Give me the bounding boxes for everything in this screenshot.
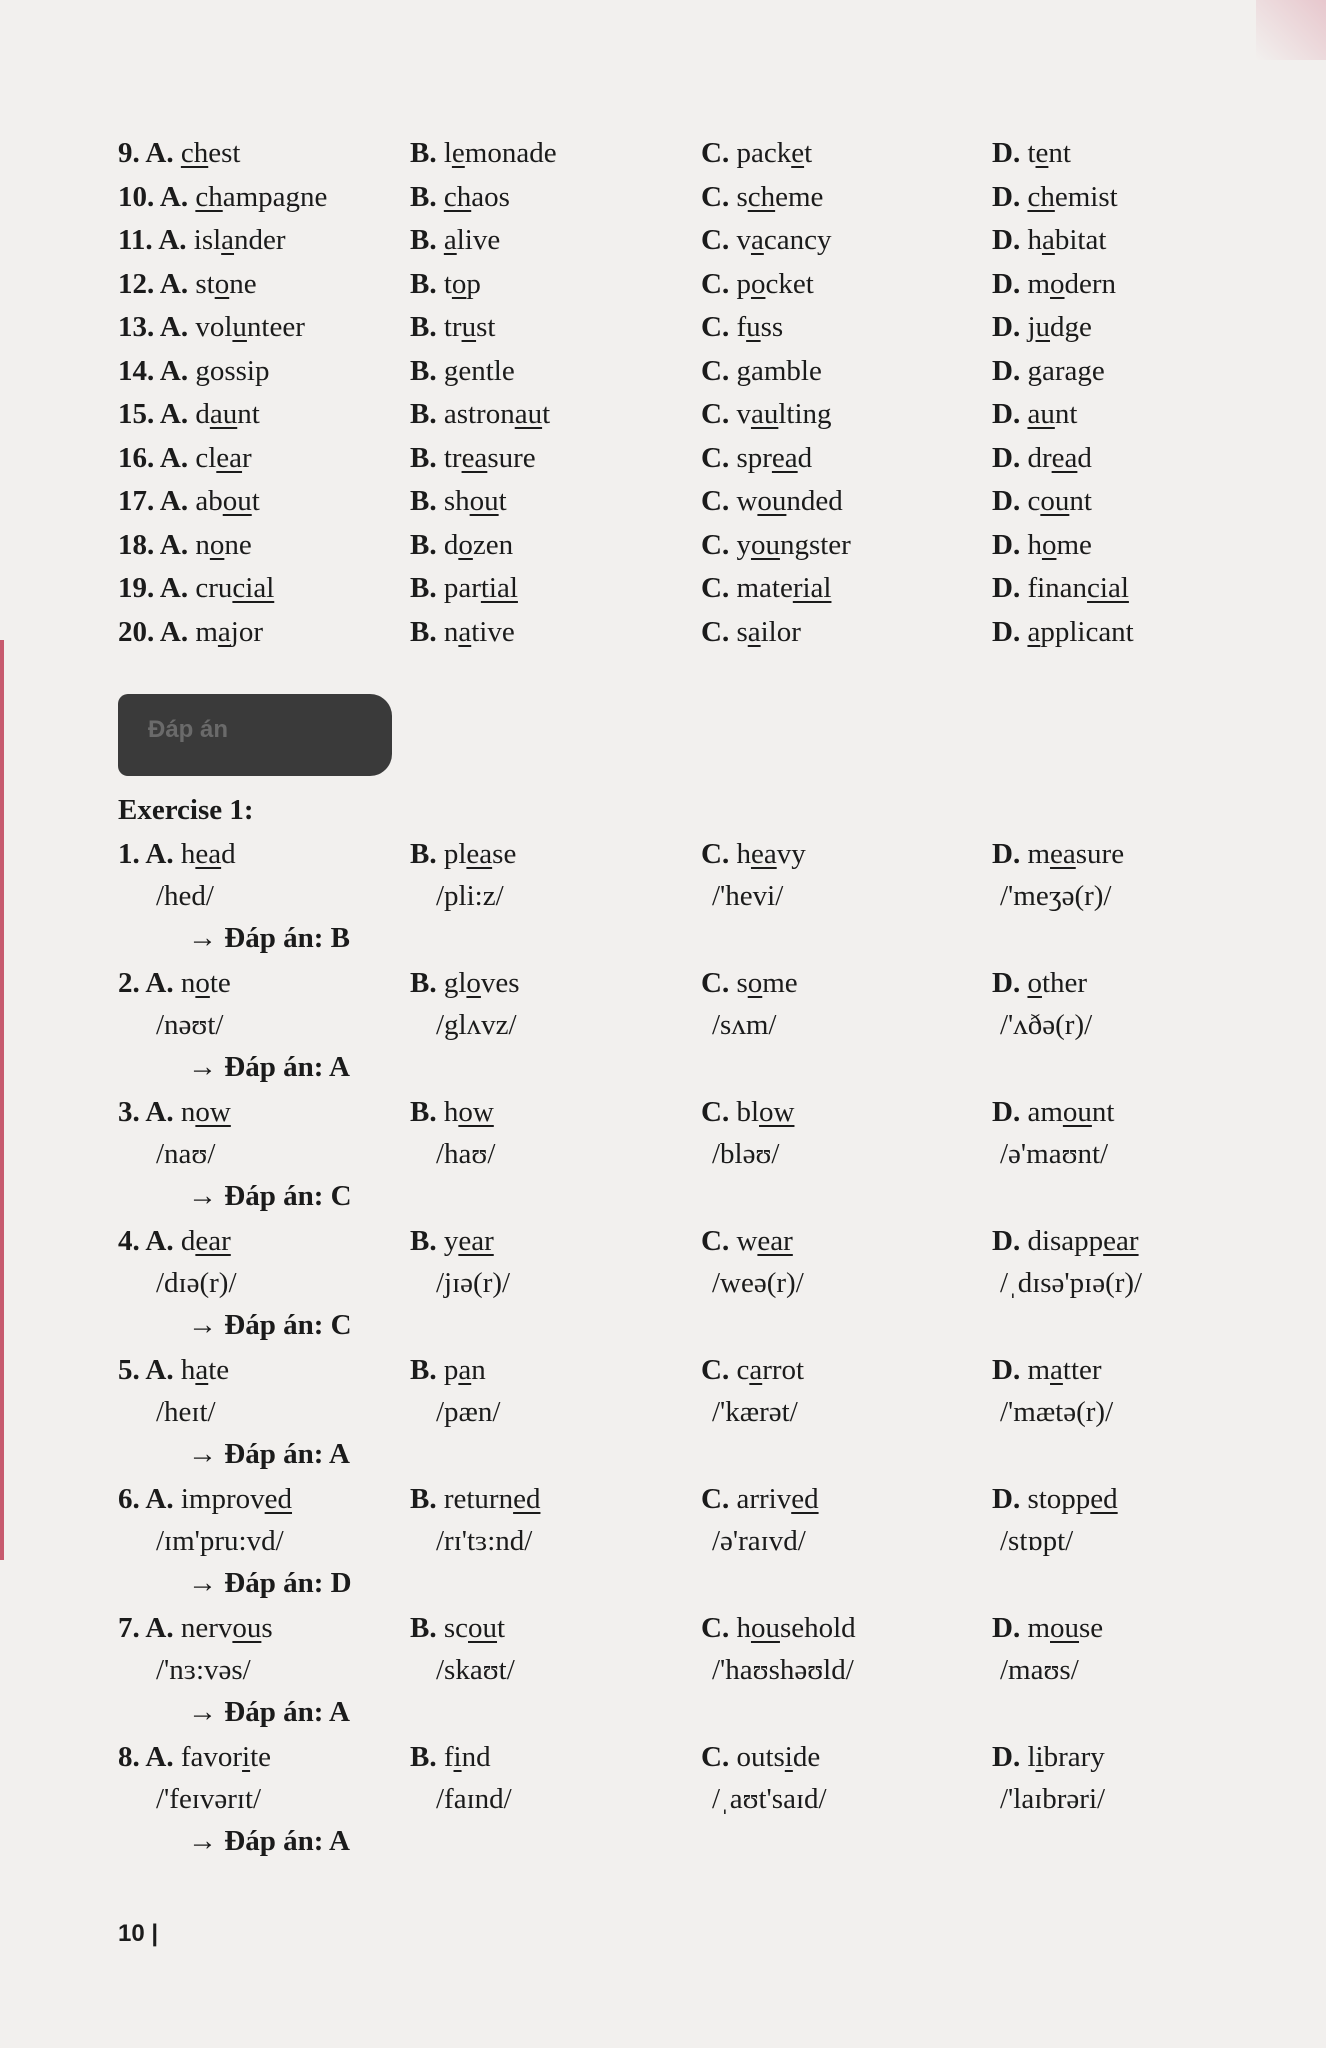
answer-option-b: B. how	[410, 1096, 494, 1128]
option-d: D. applicant	[992, 615, 1134, 648]
phonetic-a: /naʊ/	[156, 1138, 216, 1170]
question-row	[118, 393, 1198, 437]
phonetic-b: /glʌvz/	[436, 1009, 517, 1041]
option-d: D. count	[992, 485, 1092, 517]
phonetic-c: /sʌm/	[712, 1009, 777, 1041]
option-d: D. dread	[992, 441, 1092, 474]
answer-option-d: D. measure	[992, 838, 1125, 870]
answer-option-b: B. scout	[410, 1612, 506, 1644]
question-row	[118, 350, 1198, 394]
answer-item	[118, 1606, 1198, 1735]
option-c: C. spread	[701, 441, 813, 474]
phonetic-d: /'mætə(r)/	[1000, 1396, 1114, 1428]
phonetic-b: /skaʊt/	[436, 1654, 515, 1686]
option-d: D. aunt	[992, 398, 1078, 430]
option-b: B. dozen	[410, 528, 514, 561]
option-a: 20. A. major	[118, 615, 264, 648]
option-b: B. astronaut	[410, 398, 551, 430]
phonetic-d: /stɒpt/	[1000, 1525, 1074, 1557]
option-a: 10. A. champagne	[118, 180, 328, 213]
phonetic-a: /nəʊt/	[156, 1009, 224, 1041]
answer-option-a: 2. A. note	[118, 967, 231, 999]
answer-option-a: 8. A. favorite	[118, 1741, 272, 1773]
option-c: C. packet	[701, 137, 813, 169]
option-d: D. financial	[992, 572, 1129, 604]
phonetic-a: /ɪm'pru:vd/	[156, 1525, 284, 1557]
page-edge-stripe	[0, 640, 4, 1560]
answer-option-a: 6. A. improved	[118, 1483, 293, 1515]
option-a: 19. A. crucial	[118, 572, 275, 604]
exercise-title: Exercise 1:	[118, 794, 254, 826]
phonetic-b: /jɪə(r)/	[436, 1267, 511, 1299]
phonetic-b: /pli:z/	[436, 880, 504, 912]
phonetic-c: /weə(r)/	[712, 1267, 804, 1299]
option-c: C. pocket	[701, 267, 814, 300]
option-a: 18. A. none	[118, 528, 252, 561]
option-c: C. material	[701, 572, 832, 604]
option-c: C. youngster	[701, 528, 851, 561]
answer-option-c: C. carrot	[701, 1354, 805, 1386]
phonetic-c: /'haʊshəʊld/	[712, 1654, 854, 1686]
answer-item	[118, 1348, 1198, 1477]
option-d: D. habitat	[992, 224, 1107, 256]
question-list	[118, 132, 1198, 654]
phonetic-d: /'ʌðə(r)/	[1000, 1009, 1093, 1041]
option-b: B. lemonade	[410, 137, 557, 169]
phonetic-c: /bləʊ/	[712, 1138, 780, 1170]
question-row	[118, 611, 1198, 655]
answer-item	[118, 961, 1198, 1090]
option-d: D. home	[992, 528, 1092, 561]
question-row	[118, 480, 1198, 524]
answer-option-d: D. mouse	[992, 1612, 1104, 1644]
corner-shade	[1256, 0, 1326, 60]
answer-option-b: B. find	[410, 1741, 491, 1773]
phonetic-c: /ə'raɪvd/	[712, 1525, 806, 1557]
answer-option-d: D. matter	[992, 1354, 1102, 1386]
answer-option-d: D. library	[992, 1741, 1105, 1773]
option-b: B. chaos	[410, 180, 510, 213]
answer-option-a: 5. A. hate	[118, 1354, 230, 1386]
phonetic-b: /faɪnd/	[436, 1783, 512, 1815]
answer-option-b: B. gloves	[410, 967, 520, 999]
option-a: 16. A. clear	[118, 441, 252, 474]
answer-list	[118, 832, 1198, 1864]
phonetic-d: /'laɪbrəri/	[1000, 1783, 1106, 1815]
answer-option-c: C. some	[701, 967, 798, 999]
phonetic-d: /maʊs/	[1000, 1654, 1079, 1686]
phonetic-d: /ˌdɪsə'pɪə(r)/	[1000, 1267, 1143, 1299]
answer-option-b: B. year	[410, 1225, 494, 1257]
correct-answer: → Đáp án: A	[188, 1825, 350, 1857]
option-b: B. trust	[410, 311, 496, 343]
correct-answer: → Đáp án: A	[188, 1051, 350, 1083]
answer-option-c: C. outside	[701, 1741, 821, 1773]
answer-option-c: C. household	[701, 1612, 856, 1644]
page-number: 10 |	[118, 1920, 159, 1947]
option-a: 14. A. gossip	[118, 354, 270, 387]
answer-item	[118, 1090, 1198, 1219]
correct-answer: → Đáp án: A	[188, 1696, 350, 1728]
answer-option-a: 7. A. nervous	[118, 1612, 273, 1644]
option-d: D. modern	[992, 267, 1117, 300]
correct-answer: → Đáp án: B	[188, 922, 350, 954]
correct-answer: → Đáp án: C	[188, 1180, 352, 1212]
option-a: 13. A. volunteer	[118, 311, 305, 343]
option-d: D. garage	[992, 354, 1105, 387]
option-b: B. partial	[410, 572, 518, 604]
option-b: B. gentle	[410, 354, 515, 387]
option-a: 15. A. daunt	[118, 398, 260, 430]
phonetic-d: /'meʒə(r)/	[1000, 880, 1112, 912]
phonetic-c: /'kærət/	[712, 1396, 798, 1428]
phonetic-c: /'hevi/	[712, 880, 784, 912]
phonetic-a: /'feɪvərɪt/	[156, 1783, 262, 1815]
option-a: 17. A. about	[118, 485, 260, 517]
answer-option-b: B. please	[410, 838, 517, 870]
answer-option-d: D. other	[992, 967, 1088, 999]
answer-header-label: Đáp án	[148, 716, 229, 743]
option-c: C. wounded	[701, 485, 843, 517]
option-a: 12. A. stone	[118, 267, 257, 300]
phonetic-a: /dɪə(r)/	[156, 1267, 237, 1299]
answer-option-c: C. wear	[701, 1225, 793, 1257]
option-c: C. gamble	[701, 354, 822, 387]
option-c: C. vacancy	[701, 224, 832, 256]
option-b: B. treasure	[410, 441, 536, 474]
option-c: C. scheme	[701, 180, 824, 213]
question-row	[118, 437, 1198, 481]
answer-item	[118, 1477, 1198, 1606]
phonetic-b: /pæn/	[436, 1396, 501, 1428]
page-content	[118, 132, 1198, 1864]
answer-option-d: D. disappear	[992, 1225, 1139, 1257]
option-c: C. sailor	[701, 615, 801, 648]
answer-option-a: 1. A. head	[118, 838, 236, 870]
option-b: B. native	[410, 615, 515, 648]
question-row	[118, 524, 1198, 568]
option-d: D. tent	[992, 137, 1071, 169]
answer-item	[118, 832, 1198, 961]
question-row	[118, 567, 1198, 611]
answer-item	[118, 1219, 1198, 1348]
answer-option-a: 3. A. now	[118, 1096, 231, 1128]
phonetic-a: /'nɜ:vəs/	[156, 1654, 251, 1686]
phonetic-b: /haʊ/	[436, 1138, 496, 1170]
phonetic-d: /ə'maʊnt/	[1000, 1138, 1109, 1170]
question-row	[118, 306, 1198, 350]
option-d: D. judge	[992, 311, 1092, 343]
question-row	[118, 219, 1198, 263]
correct-answer: → Đáp án: A	[188, 1438, 350, 1470]
question-row	[118, 132, 1198, 176]
answer-header	[118, 694, 392, 776]
answer-option-d: D. stopped	[992, 1483, 1118, 1515]
phonetic-c: /ˌaʊt'saɪd/	[712, 1783, 827, 1815]
answer-option-b: B. pan	[410, 1354, 486, 1386]
question-row	[118, 263, 1198, 307]
option-c: C. fuss	[701, 311, 784, 343]
phonetic-a: /hed/	[156, 880, 214, 912]
option-b: B. alive	[410, 224, 501, 256]
answer-option-a: 4. A. dear	[118, 1225, 231, 1257]
option-a: 11. A. islander	[118, 224, 286, 256]
question-row	[118, 176, 1198, 220]
answer-option-c: C. arrived	[701, 1483, 819, 1515]
option-a: 9. A. chest	[118, 137, 241, 169]
option-b: B. top	[410, 267, 481, 300]
option-b: B. shout	[410, 485, 507, 517]
answer-option-d: D. amount	[992, 1096, 1115, 1128]
phonetic-b: /rɪ'tɜ:nd/	[436, 1525, 533, 1557]
option-d: D. chemist	[992, 180, 1118, 213]
option-c: C. vaulting	[701, 398, 832, 430]
phonetic-a: /heɪt/	[156, 1396, 216, 1428]
answer-item	[118, 1735, 1198, 1864]
correct-answer: → Đáp án: D	[188, 1567, 352, 1599]
correct-answer: → Đáp án: C	[188, 1309, 352, 1341]
answer-option-b: B. returned	[410, 1483, 541, 1515]
answer-option-c: C. blow	[701, 1096, 795, 1128]
answer-option-c: C. heavy	[701, 838, 806, 870]
